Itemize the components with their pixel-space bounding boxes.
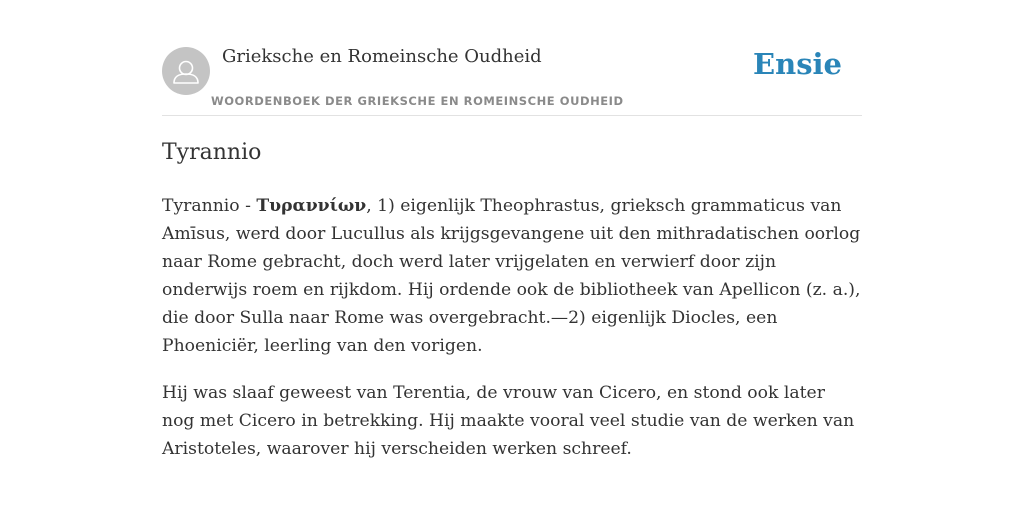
entry-paragraph-text: , 1) eigenlijk Theophrastus, grieksch grammaticus van Amīsus, werd door Lucullus als krijgsgevangene uit den mithradatischen oorlog naar Rome gebracht, doch werd later vrijgelaten en verwierf door zijn onderwijs roem en rijkdom. Hij ordende ook de bibliotheek van Apellicon (z. a.), die door Sulla naar Rome was overgebracht.—2) eigenlijk Diocles, een Phoeniciër, leerling van den vorigen.: [162, 196, 861, 356]
page: [162, 0, 862, 459]
entry-paragraph: [162, 192, 862, 360]
source-subtitle: WOORDENBOEK DER GRIEKSCHE EN ROMEINSCHE OUDHEID: [211, 94, 624, 108]
entry-lead-text: Tyrannio -: [162, 196, 257, 216]
brand-logo[interactable]: Ensie: [753, 47, 842, 81]
avatar[interactable]: [162, 47, 210, 95]
entry-body: [162, 192, 862, 482]
source-title[interactable]: Grieksche en Romeinsche Oudheid: [222, 46, 542, 67]
user-placeholder-icon: [162, 47, 210, 95]
entry-paragraph: Hij was slaaf geweest van Terentia, de vrouw van Cicero, en stond ook later nog met Cicero in betrekking. Hij maakte vooral veel studie van de werken van Aristoteles, waarover hij verscheiden werken schreef.: [162, 383, 855, 459]
entry-title: Tyrannio: [162, 140, 262, 165]
header: [162, 0, 862, 116]
greek-term: Τυραννίων: [256, 196, 367, 216]
